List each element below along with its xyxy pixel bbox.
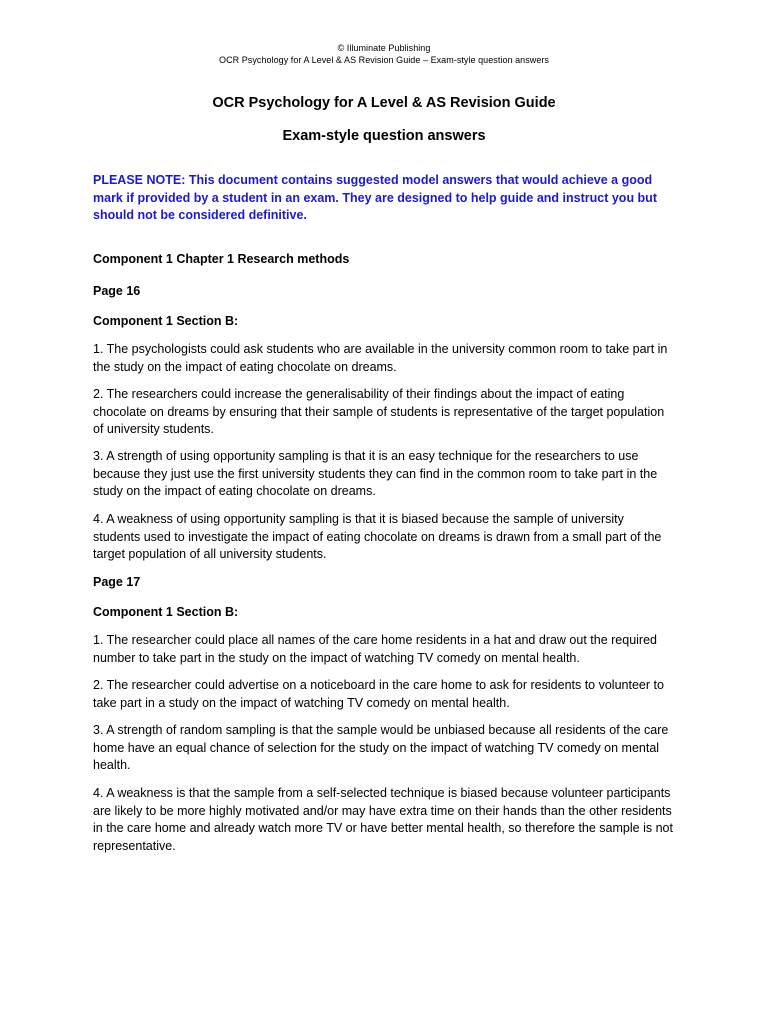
page-header [0,42,768,66]
answer-paragraph: 4. A weakness of using opportunity sampling is that it is biased because the sample of university students used to investigate the impact of eating chocolate on dreams is drawn from a small part of the target population of all university students. [93,512,662,561]
answer-paragraph: 1. The researcher could place all names of the care home residents in a hat and draw out the required number to take part in the study on the impact of watching TV comedy on mental health. [93,633,657,665]
document-title: OCR Psychology for A Level & AS Revision Guide [212,95,556,111]
answer-paragraph: 3. A strength of using opportunity sampling is that it is an easy technique for the researchers to use because they just use the first university students they can find in the common room to take part in the study on the impact of eating chocolate on dreams. [93,449,658,498]
answer-paragraph: 2. The researcher could advertise on a noticeboard in the care home to ask for residents to volunteer to take part in a study on the impact of watching TV comedy on mental health. [93,678,664,710]
document-subtitle: Exam-style question answers [282,128,486,144]
answer-paragraph: 3. A strength of random sampling is that the sample would be unbiased because all residents of the care home have an equal chance of selection for the study on the impact of watching TV comedy on mental health. [93,723,669,772]
answer-paragraph: 1. The psychologists could ask students who are available in the university common room to take part in the study on the impact of eating chocolate on dreams. [93,342,668,374]
section-label: Component 1 Section B: [93,605,239,619]
page-label: Page 16 [93,284,141,298]
answer-paragraph: 2. The researchers could increase the generalisability of their findings about the impact of eating chocolate on dreams by ensuring that their sample of students is representative of the target population of university students. [93,387,665,436]
page-label: Page 17 [93,575,141,589]
answer-paragraph: 4. A weakness is that the sample from a self-selected technique is biased because volunteer participants are likely to be more highly motivated and/or may have extra time on their hands than the other residents in the care home and already watch more TV or have better mental health, so therefore the sample is not representative. [93,786,673,853]
chapter-heading: Component 1 Chapter 1 Research methods [93,252,350,266]
model-answer-note: PLEASE NOTE: This document contains suggested model answers that would achieve a good mark if provided by a student in an exam. They are designed to help guide and instruct you but should not be considered definitive. [93,173,657,222]
header-document-title: OCR Psychology for A Level & AS Revision Guide – Exam-style question answers [219,55,549,65]
copyright-line: © Illuminate Publishing [337,43,431,53]
section-label: Component 1 Section B: [93,314,239,328]
